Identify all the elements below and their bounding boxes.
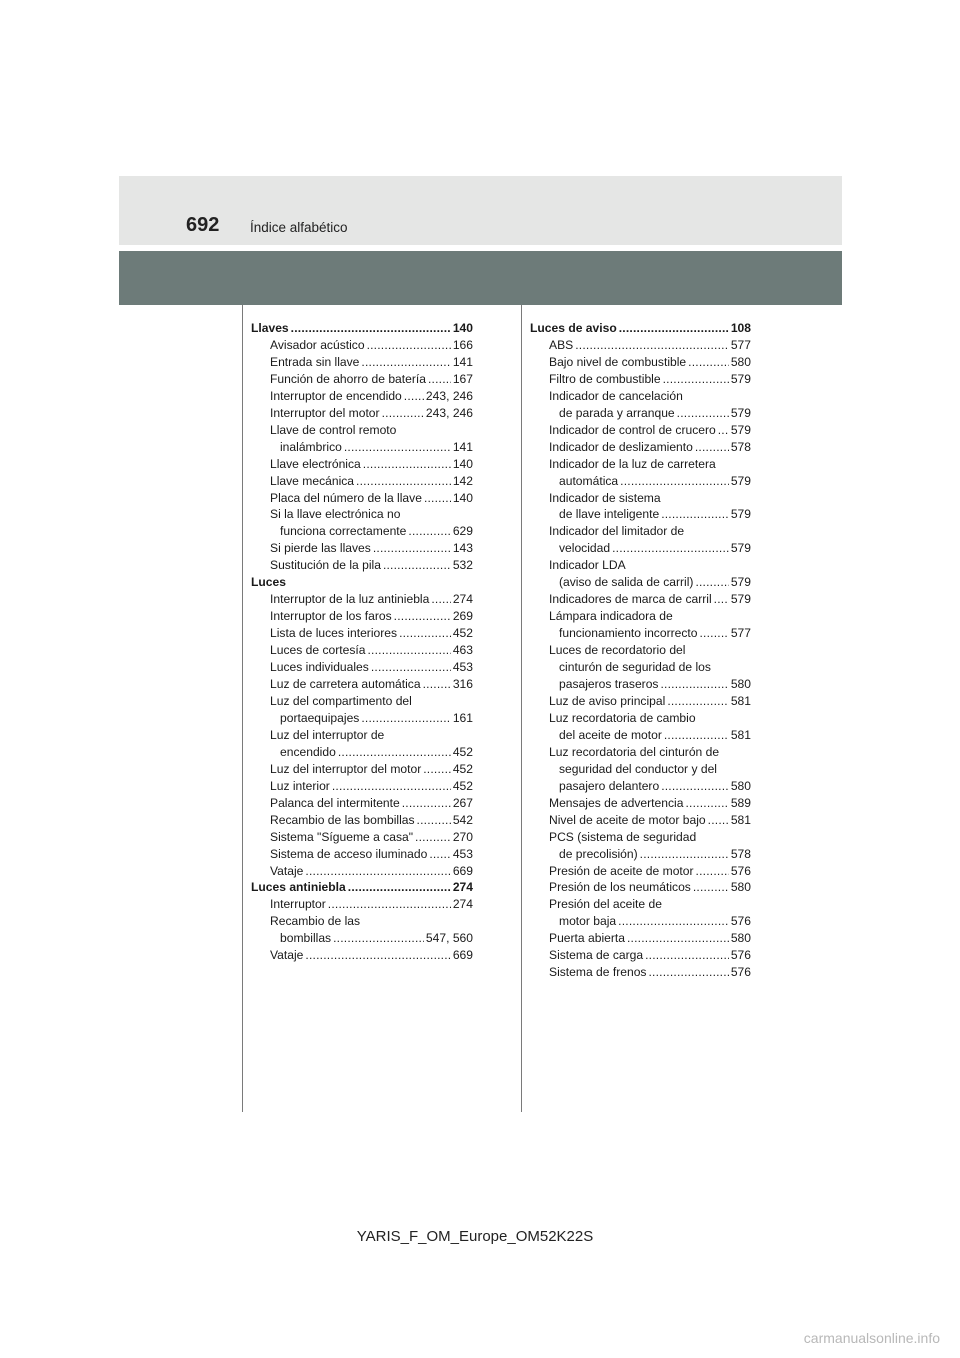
index-entry-term: Luz recordatoria del cinturón de bbox=[549, 744, 720, 759]
index-entry-term: Palanca del intermitente bbox=[270, 795, 400, 810]
index-entry bbox=[251, 456, 473, 473]
index-entry bbox=[251, 405, 473, 422]
index-entry-term: Lámpara indicadora de bbox=[549, 609, 673, 624]
dot-leader bbox=[575, 337, 729, 354]
index-entry-page: 579 bbox=[730, 405, 751, 420]
dot-leader bbox=[394, 608, 451, 625]
footer bbox=[0, 1228, 960, 1245]
dot-leader bbox=[667, 693, 729, 710]
index-entry bbox=[251, 710, 473, 727]
index-entry bbox=[530, 354, 751, 371]
index-entry-page: 453 bbox=[452, 846, 473, 861]
index-entry-page: 579 bbox=[730, 371, 751, 386]
index-entry bbox=[530, 846, 751, 863]
index-entry-term: inalámbrico bbox=[280, 439, 342, 454]
index-entry-term: pasajero delantero bbox=[559, 778, 660, 793]
section-title: Índice alfabético bbox=[250, 220, 348, 235]
index-entry bbox=[251, 490, 473, 507]
index-entry bbox=[251, 761, 473, 778]
index-entry-page: 579 bbox=[730, 541, 751, 556]
index-entry-page: 589 bbox=[730, 795, 751, 810]
index-entry-term: Indicadores de marca de carril bbox=[549, 592, 712, 607]
dot-leader bbox=[338, 744, 451, 761]
index-entry bbox=[251, 744, 473, 761]
index-entry-term: cinturón de seguridad de los bbox=[559, 660, 711, 675]
index-entry-term: Lista de luces interiores bbox=[270, 626, 398, 641]
index-entry bbox=[251, 659, 473, 676]
index-entry-term: Presión del aceite de bbox=[549, 897, 662, 912]
index-entry-term: Sistema de carga bbox=[549, 948, 644, 963]
index-entry-page: 581 bbox=[730, 693, 751, 708]
index-entry-page: 580 bbox=[730, 677, 751, 692]
dot-leader bbox=[648, 964, 728, 981]
index-entry-page: 578 bbox=[730, 846, 751, 861]
index-entry bbox=[251, 439, 473, 456]
dot-leader bbox=[627, 930, 729, 947]
index-entry-term: Indicador de deslizamiento bbox=[549, 439, 693, 454]
index-entry-page: 577 bbox=[730, 626, 751, 641]
index-entry-term: Avisador acústico bbox=[270, 337, 365, 352]
index-entry bbox=[530, 778, 751, 795]
index-column-left bbox=[251, 320, 473, 964]
index-entry bbox=[530, 930, 751, 947]
index-entry bbox=[530, 473, 751, 490]
index-entry-page: 547, 560 bbox=[425, 931, 473, 946]
dot-leader bbox=[367, 642, 450, 659]
index-entry-page: 579 bbox=[730, 473, 751, 488]
index-entry bbox=[251, 727, 473, 744]
index-entry-term: portaequipajes bbox=[280, 710, 360, 725]
index-entry bbox=[530, 490, 751, 507]
index-entry-term: Luz del interruptor del motor bbox=[270, 761, 422, 776]
index-entry bbox=[530, 642, 751, 659]
page-number: 692 bbox=[186, 214, 220, 236]
index-entry bbox=[251, 473, 473, 490]
dot-leader bbox=[382, 405, 424, 422]
dot-leader bbox=[348, 879, 451, 896]
index-entry bbox=[251, 846, 473, 863]
index-entry-page: 580 bbox=[730, 354, 751, 369]
dot-leader bbox=[618, 913, 729, 930]
index-entry-term: PCS (sistema de seguridad bbox=[549, 829, 697, 844]
index-entry-term: Recambio de las bombillas bbox=[270, 812, 415, 827]
index-entry bbox=[251, 829, 473, 846]
dot-leader bbox=[429, 846, 451, 863]
index-entry-page: 243, 246 bbox=[425, 405, 473, 420]
index-entry-page: 578 bbox=[730, 439, 751, 454]
index-entry-term: Indicador de cancelación bbox=[549, 388, 683, 403]
index-entry-page: 269 bbox=[452, 609, 473, 624]
index-entry-term: Vataje bbox=[270, 948, 304, 963]
index-entry-term: Llaves bbox=[251, 321, 289, 335]
index-entry bbox=[530, 506, 751, 523]
dot-leader bbox=[371, 659, 451, 676]
middle-column-rule bbox=[521, 305, 522, 1112]
dot-leader bbox=[699, 625, 728, 642]
index-entry-page: 532 bbox=[452, 558, 473, 573]
index-entry-page: 140 bbox=[452, 321, 473, 335]
index-entry-term: Indicador de la luz de carretera bbox=[549, 456, 716, 471]
dot-leader bbox=[356, 473, 451, 490]
dot-leader bbox=[305, 947, 450, 964]
index-entry-page: 274 bbox=[452, 592, 473, 607]
index-entry-term: Luces de aviso bbox=[530, 321, 617, 335]
index-entry-page: 316 bbox=[452, 677, 473, 692]
index-entry bbox=[530, 371, 751, 388]
index-entry bbox=[530, 523, 751, 540]
index-entry-term: Luces bbox=[251, 575, 286, 590]
index-entry-page: 141 bbox=[452, 354, 473, 369]
dot-leader bbox=[640, 846, 729, 863]
index-entry-term: Indicador de sistema bbox=[549, 490, 661, 505]
index-entry bbox=[530, 337, 751, 354]
index-entry-term: Llave mecánica bbox=[270, 473, 355, 488]
index-entry bbox=[251, 812, 473, 829]
index-entry-term: Luz de carretera automática bbox=[270, 677, 421, 692]
index-entry bbox=[251, 625, 473, 642]
dot-leader bbox=[661, 778, 729, 795]
index-entry-term: automática bbox=[559, 473, 619, 488]
watermark: carmanualsonline.info bbox=[803, 1330, 940, 1346]
dot-leader bbox=[328, 896, 451, 913]
index-entry bbox=[530, 761, 751, 778]
index-entry-term: (aviso de salida de carril) bbox=[559, 575, 694, 590]
index-entry bbox=[530, 913, 751, 930]
index-entry bbox=[251, 320, 473, 337]
index-entry bbox=[251, 778, 473, 795]
index-entry bbox=[530, 625, 751, 642]
index-entry-page: 143 bbox=[452, 541, 473, 556]
index-entry-term: Llave de control remoto bbox=[270, 422, 397, 437]
index-entry-page: 577 bbox=[730, 337, 751, 352]
dot-leader bbox=[612, 540, 729, 557]
index-entry-page: 267 bbox=[452, 795, 473, 810]
index-entry-page: 463 bbox=[452, 643, 473, 658]
index-entry-page: 576 bbox=[730, 863, 751, 878]
index-entry-term: motor baja bbox=[559, 914, 617, 929]
index-entry-term: Luz interior bbox=[270, 778, 330, 793]
index-entry bbox=[530, 812, 751, 829]
dot-leader bbox=[332, 778, 451, 795]
index-entry-term: Mensajes de advertencia bbox=[549, 795, 684, 810]
dot-leader bbox=[373, 540, 451, 557]
index-entry bbox=[251, 557, 473, 574]
index-entry-term: Si la llave electrónica no bbox=[270, 507, 401, 522]
dot-leader bbox=[417, 812, 451, 829]
dot-leader bbox=[399, 625, 451, 642]
index-entry bbox=[251, 642, 473, 659]
index-entry bbox=[530, 947, 751, 964]
index-entry-term: ABS bbox=[549, 337, 574, 352]
index-entry-term: Presión de aceite de motor bbox=[549, 863, 694, 878]
index-entry-term: Indicador de control de crucero bbox=[549, 422, 716, 437]
index-entry-page: 576 bbox=[730, 948, 751, 963]
index-entry-term: Bajo nivel de combustible bbox=[549, 354, 687, 369]
dot-leader bbox=[291, 320, 451, 337]
dot-leader bbox=[660, 676, 728, 693]
index-entry bbox=[530, 710, 751, 727]
index-entry-page: 580 bbox=[730, 880, 751, 895]
dot-leader bbox=[688, 354, 729, 371]
index-entry-term: Entrada sin llave bbox=[270, 354, 360, 369]
index-entry-term: Sistema de frenos bbox=[549, 965, 647, 980]
dot-leader bbox=[431, 591, 450, 608]
index-entry-page: 161 bbox=[452, 710, 473, 725]
index-entry bbox=[251, 574, 473, 591]
dot-leader bbox=[361, 354, 450, 371]
index-entry bbox=[251, 422, 473, 439]
index-entry bbox=[530, 574, 751, 591]
dot-leader bbox=[415, 829, 451, 846]
index-entry bbox=[530, 659, 751, 676]
dot-leader bbox=[696, 863, 729, 880]
index-entry bbox=[530, 557, 751, 574]
index-entry-page: 166 bbox=[452, 337, 473, 352]
index-entry-term: seguridad del conductor y del bbox=[559, 761, 717, 776]
dot-leader bbox=[367, 337, 451, 354]
index-entry bbox=[251, 506, 473, 523]
index-entry bbox=[530, 388, 751, 405]
index-entry-term: Sustitución de la pila bbox=[270, 558, 381, 573]
index-column-right bbox=[530, 320, 751, 981]
index-entry bbox=[251, 371, 473, 388]
index-entry-term: Luces de cortesía bbox=[270, 643, 366, 658]
index-entry-page: 579 bbox=[730, 422, 751, 437]
index-entry-term: del aceite de motor bbox=[559, 727, 662, 742]
index-entry-page: 270 bbox=[452, 829, 473, 844]
index-entry bbox=[530, 795, 751, 812]
index-entry-page: 579 bbox=[730, 592, 751, 607]
index-entry-term: Luces individuales bbox=[270, 660, 369, 675]
index-entry-page: 581 bbox=[730, 727, 751, 742]
index-entry bbox=[251, 863, 473, 880]
index-entry bbox=[530, 879, 751, 896]
index-entry-page: 274 bbox=[452, 880, 473, 895]
index-entry-page: 452 bbox=[452, 626, 473, 641]
dot-leader bbox=[661, 506, 729, 523]
index-entry-page: 669 bbox=[452, 948, 473, 963]
index-entry bbox=[530, 540, 751, 557]
index-entry bbox=[530, 456, 751, 473]
index-entry-term: Filtro de combustible bbox=[549, 371, 661, 386]
index-entry bbox=[251, 540, 473, 557]
index-entry-term: de precolisión) bbox=[559, 846, 638, 861]
index-entry-page: 580 bbox=[730, 931, 751, 946]
dot-leader bbox=[428, 371, 451, 388]
index-entry bbox=[530, 591, 751, 608]
index-entry bbox=[251, 693, 473, 710]
index-entry-page: 452 bbox=[452, 744, 473, 759]
dot-leader bbox=[363, 456, 451, 473]
index-entry bbox=[251, 947, 473, 964]
index-entry bbox=[251, 879, 473, 896]
dot-leader bbox=[619, 320, 729, 337]
index-entry-page: 576 bbox=[730, 965, 751, 980]
index-entry-page: 141 bbox=[452, 439, 473, 454]
index-entry-page: 108 bbox=[730, 321, 751, 335]
index-entry-page: 579 bbox=[730, 507, 751, 522]
index-entry bbox=[530, 676, 751, 693]
index-entry-page: 580 bbox=[730, 778, 751, 793]
index-entry-term: Interruptor de encendido bbox=[270, 388, 402, 403]
dot-leader bbox=[333, 930, 424, 947]
index-entry-page: 140 bbox=[452, 456, 473, 471]
index-entry bbox=[251, 337, 473, 354]
header-band-light bbox=[119, 176, 842, 245]
dot-leader bbox=[708, 812, 729, 829]
index-entry-page: 576 bbox=[730, 914, 751, 929]
index-entry bbox=[530, 863, 751, 880]
dot-leader bbox=[361, 710, 450, 727]
dot-leader bbox=[663, 371, 729, 388]
index-entry-term: Recambio de las bbox=[270, 914, 361, 929]
index-entry bbox=[530, 693, 751, 710]
dot-leader bbox=[423, 676, 451, 693]
index-entry-term: Luces antiniebla bbox=[251, 880, 346, 895]
index-entry-term: Sistema "Sígueme a casa" bbox=[270, 829, 414, 844]
dot-leader bbox=[408, 523, 450, 540]
dot-leader bbox=[685, 795, 728, 812]
index-entry bbox=[530, 829, 751, 846]
index-entry-term: funcionamiento incorrecto bbox=[559, 626, 698, 641]
index-entry bbox=[530, 608, 751, 625]
index-entry-page: 452 bbox=[452, 761, 473, 776]
dot-leader bbox=[620, 473, 729, 490]
index-entry bbox=[251, 523, 473, 540]
index-entry bbox=[251, 676, 473, 693]
dot-leader bbox=[695, 439, 729, 456]
index-entry-term: bombillas bbox=[280, 931, 332, 946]
index-entry-term: de parada y arranque bbox=[559, 405, 675, 420]
index-entry bbox=[251, 388, 473, 405]
dot-leader bbox=[423, 761, 451, 778]
index-entry bbox=[530, 320, 751, 337]
index-entry-term: Función de ahorro de batería bbox=[270, 371, 426, 386]
index-entry bbox=[251, 795, 473, 812]
dot-leader bbox=[718, 422, 729, 439]
dot-leader bbox=[424, 490, 451, 507]
index-entry bbox=[251, 930, 473, 947]
index-entry-term: Indicador del limitador de bbox=[549, 524, 685, 539]
index-entry-term: Llave electrónica bbox=[270, 456, 361, 471]
index-entry bbox=[530, 744, 751, 761]
index-entry bbox=[530, 422, 751, 439]
index-entry bbox=[530, 896, 751, 913]
index-entry-term: Interruptor bbox=[270, 897, 326, 912]
index-entry bbox=[530, 439, 751, 456]
index-entry bbox=[251, 913, 473, 930]
index-entry-term: Placa del número de la llave bbox=[270, 490, 422, 505]
dot-leader bbox=[695, 574, 728, 591]
index-entry-term: de llave inteligente bbox=[559, 507, 660, 522]
index-entry-term: Nivel de aceite de motor bajo bbox=[549, 812, 706, 827]
index-entry-term: Si pierde las llaves bbox=[270, 541, 371, 556]
footer-doc-code: YARIS_F_OM_Europe_OM52K22S bbox=[356, 1228, 594, 1245]
index-entry-page: 629 bbox=[452, 524, 473, 539]
index-entry-term: funciona correctamente bbox=[280, 524, 407, 539]
index-entry-term: Luces de recordatorio del bbox=[549, 643, 686, 658]
index-entry-term: Luz recordatoria de cambio bbox=[549, 710, 696, 725]
dot-leader bbox=[664, 727, 729, 744]
index-entry-page: 669 bbox=[452, 863, 473, 878]
index-entry-page: 579 bbox=[730, 575, 751, 590]
index-entry-term: Sistema de acceso iluminado bbox=[270, 846, 428, 861]
index-entry bbox=[251, 608, 473, 625]
index-entry-term: Vataje bbox=[270, 863, 304, 878]
index-entry-term: encendido bbox=[280, 744, 336, 759]
index-entry-page: 243, 246 bbox=[425, 388, 473, 403]
index-entry-page: 542 bbox=[452, 812, 473, 827]
dot-leader bbox=[645, 947, 729, 964]
dot-leader bbox=[305, 863, 450, 880]
index-entry-page: 140 bbox=[452, 490, 473, 505]
index-entry-term: Indicador LDA bbox=[549, 558, 626, 573]
index-entry-term: Interruptor de la luz antiniebla bbox=[270, 592, 430, 607]
index-entry-term: velocidad bbox=[559, 541, 611, 556]
index-entry-page: 581 bbox=[730, 812, 751, 827]
index-entry-page: 453 bbox=[452, 660, 473, 675]
index-entry-term: Luz del interruptor de bbox=[270, 727, 385, 742]
index-entry bbox=[530, 964, 751, 981]
dot-leader bbox=[714, 591, 729, 608]
index-entry-term: Luz de aviso principal bbox=[549, 693, 666, 708]
dot-leader bbox=[404, 388, 424, 405]
index-entry-term: Puerta abierta bbox=[549, 931, 625, 946]
index-entry-page: 452 bbox=[452, 778, 473, 793]
dot-leader bbox=[402, 795, 451, 812]
index-entry bbox=[251, 591, 473, 608]
index-entry-term: Interruptor de los faros bbox=[270, 609, 392, 624]
index-entry-term: Presión de los neumáticos bbox=[549, 880, 691, 895]
dot-leader bbox=[383, 557, 451, 574]
header-band-dark bbox=[119, 251, 842, 305]
index-entry-page: 274 bbox=[452, 897, 473, 912]
dot-leader bbox=[693, 879, 729, 896]
index-entry bbox=[530, 727, 751, 744]
index-entry-term: pasajeros traseros bbox=[559, 677, 659, 692]
dot-leader bbox=[677, 405, 729, 422]
index-entry-term: Luz del compartimento del bbox=[270, 693, 412, 708]
index-entry bbox=[251, 896, 473, 913]
index-entry-page: 142 bbox=[452, 473, 473, 488]
left-column-rule bbox=[242, 305, 243, 1112]
dot-leader bbox=[344, 439, 451, 456]
index-entry-page: 167 bbox=[452, 371, 473, 386]
index-entry bbox=[251, 354, 473, 371]
index-entry-term: Interruptor del motor bbox=[270, 405, 380, 420]
index-entry bbox=[530, 405, 751, 422]
